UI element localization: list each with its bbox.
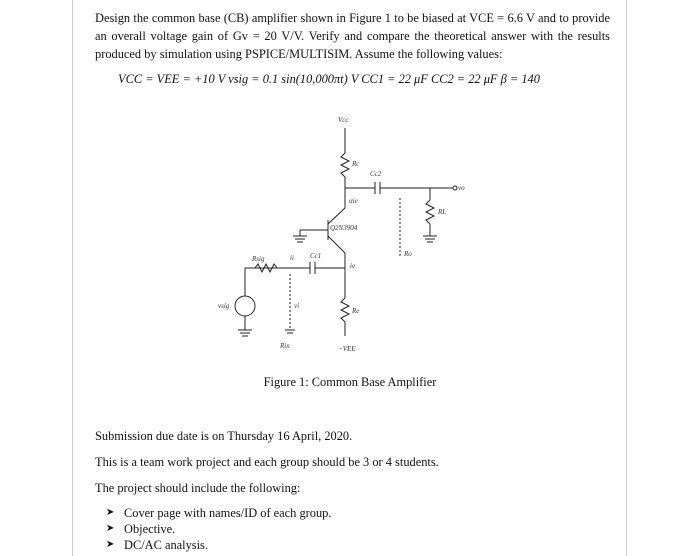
given-values: VCC = VEE = +10 V vsig = 0.1 sin(10,000πt) V CC1 = 22 μF CC2 = 22 μF β = 140	[118, 72, 540, 86]
team-info: This is a team work project and each group should be 3 or 4 students.	[95, 455, 439, 469]
rl-label: RL	[438, 208, 447, 216]
vee-label: −VEE	[338, 345, 356, 353]
ii-label: ii	[290, 254, 294, 262]
alpha-ie-label: αie	[349, 197, 358, 205]
cc1-label: Cc1	[310, 252, 322, 260]
ro-label: Ro	[404, 250, 412, 258]
submission-date: Submission due date is on Thursday 16 April, 2020.	[95, 429, 353, 443]
rin-label: Rin	[280, 342, 290, 350]
rc-label: Rc	[352, 160, 360, 168]
circuit-diagram	[210, 108, 470, 363]
figure-caption: Figure 1: Common Base Amplifier	[263, 375, 437, 389]
transistor-label: Q2N3904	[330, 224, 358, 232]
rc-resistor	[341, 153, 349, 177]
re-label: Re	[352, 307, 360, 315]
cc2-label: Cc2	[370, 170, 382, 178]
vo-label: vo	[458, 184, 465, 192]
ie-label: ie	[350, 262, 356, 270]
list-item: ➤ Cover page with names/ID of each group.	[104, 505, 331, 521]
vi-label: vi	[294, 302, 300, 310]
list-item: ➤ Objective.	[104, 521, 331, 537]
requirements-list	[104, 505, 331, 553]
vsig-label: vsig	[218, 302, 230, 310]
vsig-source	[235, 296, 255, 316]
include-heading: The project should include the following:	[95, 481, 301, 495]
vcc-label: Vcc	[338, 116, 349, 124]
rsig-label: Rsig	[252, 255, 265, 263]
list-item: ➤ DC/AC analysis.	[104, 537, 331, 553]
rl-resistor	[426, 200, 434, 224]
problem-statement: Design the common base (CB) amplifier shown in Figure 1 to be biased at VCE = 6.6 V and to provide an overall voltage gain of Gv = 20 V/V. Verify and compare the theoretical answer with the results produced by simulation using PSPICE/MULTISIM. Assume the following values:	[95, 11, 610, 61]
re-resistor	[341, 298, 349, 322]
